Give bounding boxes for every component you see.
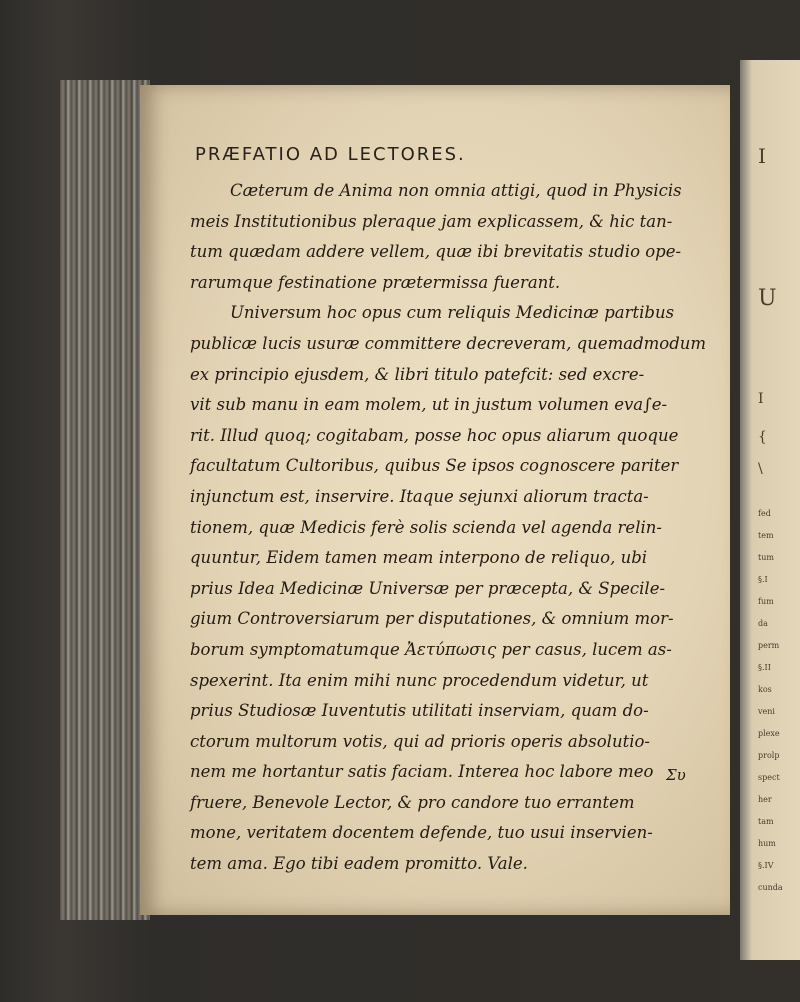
margin-fragment: veni: [758, 707, 775, 716]
page-edges: [60, 80, 150, 920]
margin-fragment: I: [758, 391, 764, 407]
catchword: Συ: [666, 766, 686, 784]
text-line: facultatum Cultoribus, quibus Se ipsos cognoscere pariter: [190, 456, 679, 476]
text-line: gium Controversiarum per disputationes, & omnium mor-: [190, 609, 674, 629]
text-line: rarumque festinatione prætermissa fuerant.: [190, 272, 561, 292]
text-line: ex principio ejusdem, & libri titulo patefcit: sed excre-: [190, 364, 645, 384]
margin-fragment: tum: [758, 553, 774, 562]
text-line: rit. Illud quoq; cogitabam, posse hoc opus aliarum quoque: [190, 425, 679, 445]
margin-fragment: {: [758, 429, 767, 445]
text-line: ctorum multorum votis, qui ad prioris operis absolutio-: [190, 731, 651, 751]
margin-fragment: U: [758, 286, 777, 311]
text-line: vit sub manu in eam molem, ut in justum volumen eva∫e-: [190, 395, 668, 415]
text-line: borum symptomatumque Ἀετύπωσις per casus, lucem as-: [190, 639, 672, 659]
margin-fragment: \: [758, 461, 763, 477]
text-line: Cæterum de Anima non omnia attigi, quod in Physicis: [230, 181, 682, 200]
margin-fragment: §.I: [758, 575, 768, 584]
text-line: tum quædam addere vellem, quæ ibi brevitatis studio ope-: [190, 242, 682, 262]
margin-fragment: hum: [758, 839, 776, 848]
margin-fragment: §.IV: [758, 861, 774, 870]
margin-fragment: plexe: [758, 729, 780, 738]
margin-fragment: §.II: [758, 663, 771, 672]
right-page-edge: [740, 60, 800, 960]
page-heading: PRÆFATIO AD LECTORES.: [195, 144, 466, 165]
body-text: [190, 176, 725, 880]
margin-fragment: her: [758, 795, 772, 804]
text-line: spexerint. Ita enim mihi nunc procedendum videtur, ut: [190, 670, 649, 690]
text-line: tem ama. Ego tibi eadem promitto. Vale.: [190, 854, 528, 874]
text-line: meis Institutionibus pleraque jam explicassem, & hic tan-: [190, 211, 673, 231]
margin-fragment: da: [758, 619, 768, 628]
text-line: mone, veritatem docentem defende, tuo usui inservien-: [190, 823, 653, 843]
margin-fragment: fum: [758, 597, 774, 606]
text-line: prius Studiosæ Iuventutis utilitati inserviam, quam do-: [190, 701, 649, 721]
margin-fragment: fed: [758, 509, 771, 518]
margin-fragment: tem: [758, 531, 774, 540]
margin-fragment: perm: [758, 641, 780, 650]
margin-fragment: cunda: [758, 883, 783, 892]
text-line: tionem, quæ Medicis ferè solis scienda vel agenda relin-: [190, 517, 662, 537]
text-line: injunctum est, inservire. Itaque sejunxi aliorum tracta-: [190, 486, 649, 506]
text-line: prius Idea Medicinæ Universæ per præcepta, & Specile-: [190, 578, 666, 598]
text-line: Universum hoc opus cum reliquis Medicinæ partibus: [230, 303, 675, 323]
margin-fragment: I: [758, 144, 766, 168]
text-line: publicæ lucis usuræ committere decreveram, quemadmodum: [190, 333, 707, 353]
margin-fragment: tam: [758, 817, 774, 826]
margin-fragment: kos: [758, 685, 772, 694]
text-line: quuntur, Eidem tamen meam interpono de reliquo, ubi: [190, 548, 648, 568]
text-line: nem me hortantur satis faciam. Interea hoc labore meo: [190, 762, 654, 782]
margin-fragment: spect: [758, 773, 780, 782]
text-line: fruere, Benevole Lector, & pro candore tuo errantem: [190, 792, 635, 812]
margin-fragment: prolp: [758, 751, 780, 760]
